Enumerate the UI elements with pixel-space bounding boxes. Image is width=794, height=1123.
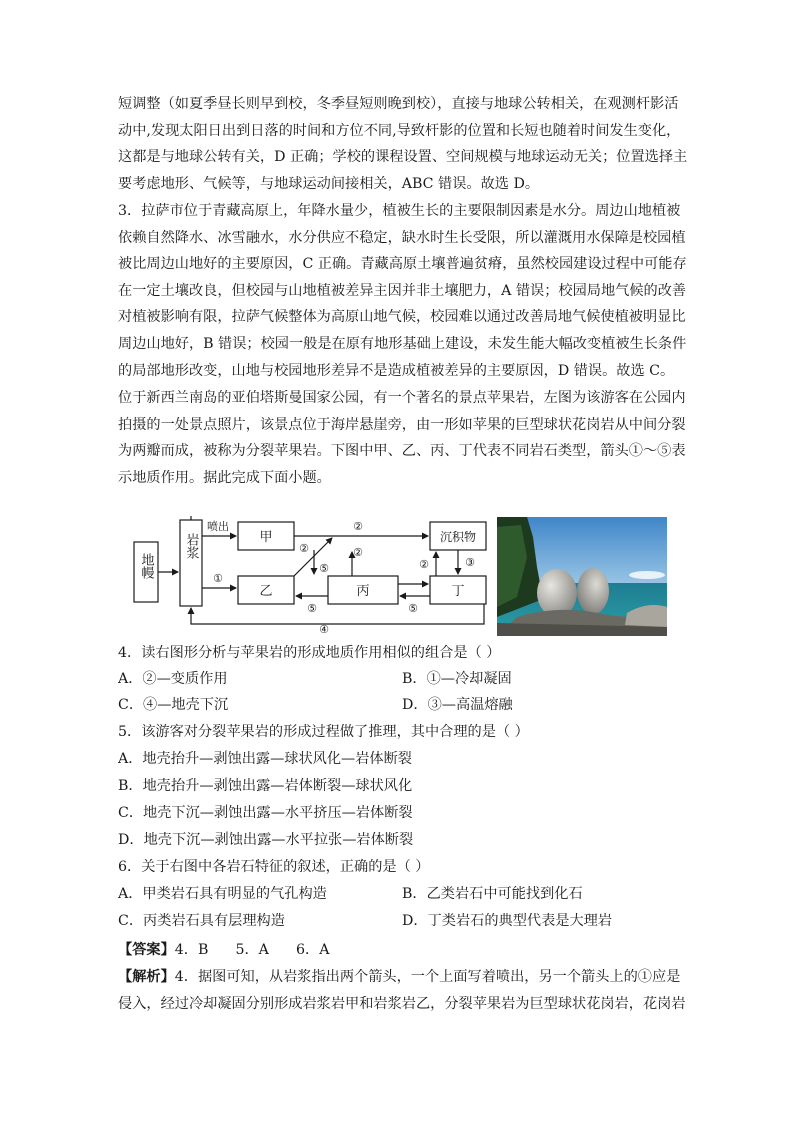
split-apple-rock-photo <box>497 517 667 636</box>
question-5-stem: 5．该游客对分裂苹果岩的形成过程做了推理，其中合理的是（ ） <box>118 724 529 740</box>
yi-label: 乙 <box>259 584 273 599</box>
text-line: 要考虑地形、气候等，与地球运动间接相关，ABC 错误。故选 D。 <box>118 175 540 192</box>
ding-label: 丁 <box>451 584 465 599</box>
answer-label: 【答案】 <box>118 942 175 958</box>
text-line: 周边山地好，B 错误；校园一般是在原有地形基础上建设，未发生能大幅改变植被生长条件 <box>118 335 687 352</box>
answer-line <box>118 937 329 963</box>
analysis-label: 【解析】 <box>118 969 175 985</box>
eruption-label: 喷出 <box>207 520 229 533</box>
text-line: 依赖自然降水、冰雪融水，水分供应不稳定，缺水时生长受限，所以灌溉用水保障是校园植 <box>118 229 686 246</box>
text-line: 拍摄的一处景点照片，该景点位于海岸悬崖旁，由一形如苹果的巨型球状花岗岩从中间分裂 <box>118 416 686 433</box>
q4-option-b[interactable]: B．①—冷却凝固 <box>402 671 512 687</box>
rock-cycle-diagram <box>128 516 490 638</box>
arrow-label-4: ④ <box>319 623 329 636</box>
text-line: 动中,发现太阳日出到日落的时间和方位不同,导致杆影的位置和长短也随着时间发生变化， <box>118 122 681 139</box>
arrow-label-5: ⑤ <box>319 562 329 575</box>
intro-paragraph <box>118 91 688 197</box>
text-line: 在一定土壤改良，但校园与山地植被差异主因并非土壤肥力，A 错误；校园局地气候的改善 <box>118 282 687 299</box>
analysis-line-1 <box>118 964 680 990</box>
text-line: 为两瓣而成，被称为分裂苹果岩。下图中甲、乙、丙、丁代表不同岩石类型，箭头①～⑤表 <box>118 443 686 460</box>
q5-option-c[interactable]: C．地壳下沉—剥蚀出露—水平挤压—岩体断裂 <box>118 805 413 821</box>
q4-option-a[interactable]: A．②—变质作用 <box>118 671 228 687</box>
text-line: 3．拉萨市位于青藏高原上，年降水量少，植被生长的主要限制因素是水分。周边山地植被 <box>118 203 681 219</box>
q5-option-a[interactable]: A．地壳抬升—剥蚀出露—球状风化—岩体断裂 <box>118 751 412 767</box>
q6-option-c[interactable]: C．丙类岩石具有层理构造 <box>118 913 285 929</box>
arrow-label-2: ② <box>299 542 309 555</box>
material-paragraph <box>118 385 686 491</box>
text-line: 位于新西兰南岛的亚伯塔斯曼国家公园，有一个著名的景点苹果岩，左图为该游客在公园内 <box>118 390 686 406</box>
q4-option-c[interactable]: C．④—地壳下沉 <box>118 697 229 713</box>
text-line: 短调整（如夏季昼长则早到校，冬季昼短则晚到校），直接与地球公转相关，在观测杆影活 <box>118 96 679 112</box>
q5-option-b[interactable]: B．地壳抬升—剥蚀出露—岩体断裂—球状风化 <box>118 778 413 794</box>
text-line: 示地质作用。据此完成下面小题。 <box>118 469 331 486</box>
arrow-label-2: ② <box>419 558 429 571</box>
text-line: 这都是与地球公转有关，D 正确；学校的课程设置、空间规模与地球运动无关；位置选择主 <box>118 149 688 166</box>
magma-label: 岩浆 <box>183 533 199 559</box>
text-line: 的局部地形改变，山地与校园地形差异不是造成植被差异的主要原因，D 错误。故选 C。 <box>118 362 675 379</box>
text-line: 对植被影响有限，拉萨气候整体为高原山地气候，校园难以通过改善局地气候使植被明显比 <box>118 309 686 326</box>
q6-option-a[interactable]: A．甲类岩石具有明显的气孔构造 <box>118 886 327 902</box>
bing-label: 丙 <box>356 584 370 599</box>
arrow-label-3: ③ <box>465 556 475 569</box>
text-line: 被比周边山地好的主要原因，C 正确。青藏高原土壤普遍贫瘠，虽然校园建设过程中可能存 <box>118 256 687 273</box>
analysis-text-1: 4．据图可知，从岩浆指出两个箭头，一个上面写着喷出，另一个箭头上的①应是 <box>174 969 681 985</box>
mantle-label-1: 地幔 <box>138 553 154 579</box>
question-4-stem: 4．读右图形分析与苹果岩的形成地质作用相似的组合是（ ） <box>118 645 501 661</box>
arrow-label-2: ② <box>353 546 363 559</box>
q5-option-d[interactable]: D．地壳下沉—剥蚀出露—水平拉张—岩体断裂 <box>118 832 414 848</box>
question-6-stem: 6．关于右图中各岩石特征的叙述，正确的是（ ） <box>118 859 430 875</box>
analysis-line-2: 侵入，经过冷却凝固分别形成岩浆岩甲和岩浆岩乙，分裂苹果岩为巨型球状花岗岩，花岗岩 <box>118 996 686 1012</box>
arrow-label-5: ⑤ <box>408 602 418 615</box>
q6-option-b[interactable]: B．乙类岩石中可能找到化石 <box>402 886 583 902</box>
sediment-label: 沉积物 <box>439 530 477 544</box>
arrow-label-1: ① <box>213 572 223 585</box>
jia-label: 甲 <box>259 530 273 545</box>
arrow-label-2: ② <box>353 520 363 533</box>
arrow-label-5: ⑤ <box>307 602 317 615</box>
q6-option-d[interactable]: D．丁类岩石的典型代表是大理岩 <box>402 913 613 929</box>
q4-option-d[interactable]: D．③—高温熔融 <box>402 697 513 713</box>
answer-text: 4．B 5．A 6．A <box>174 942 330 958</box>
question-3-explanation <box>118 198 687 384</box>
